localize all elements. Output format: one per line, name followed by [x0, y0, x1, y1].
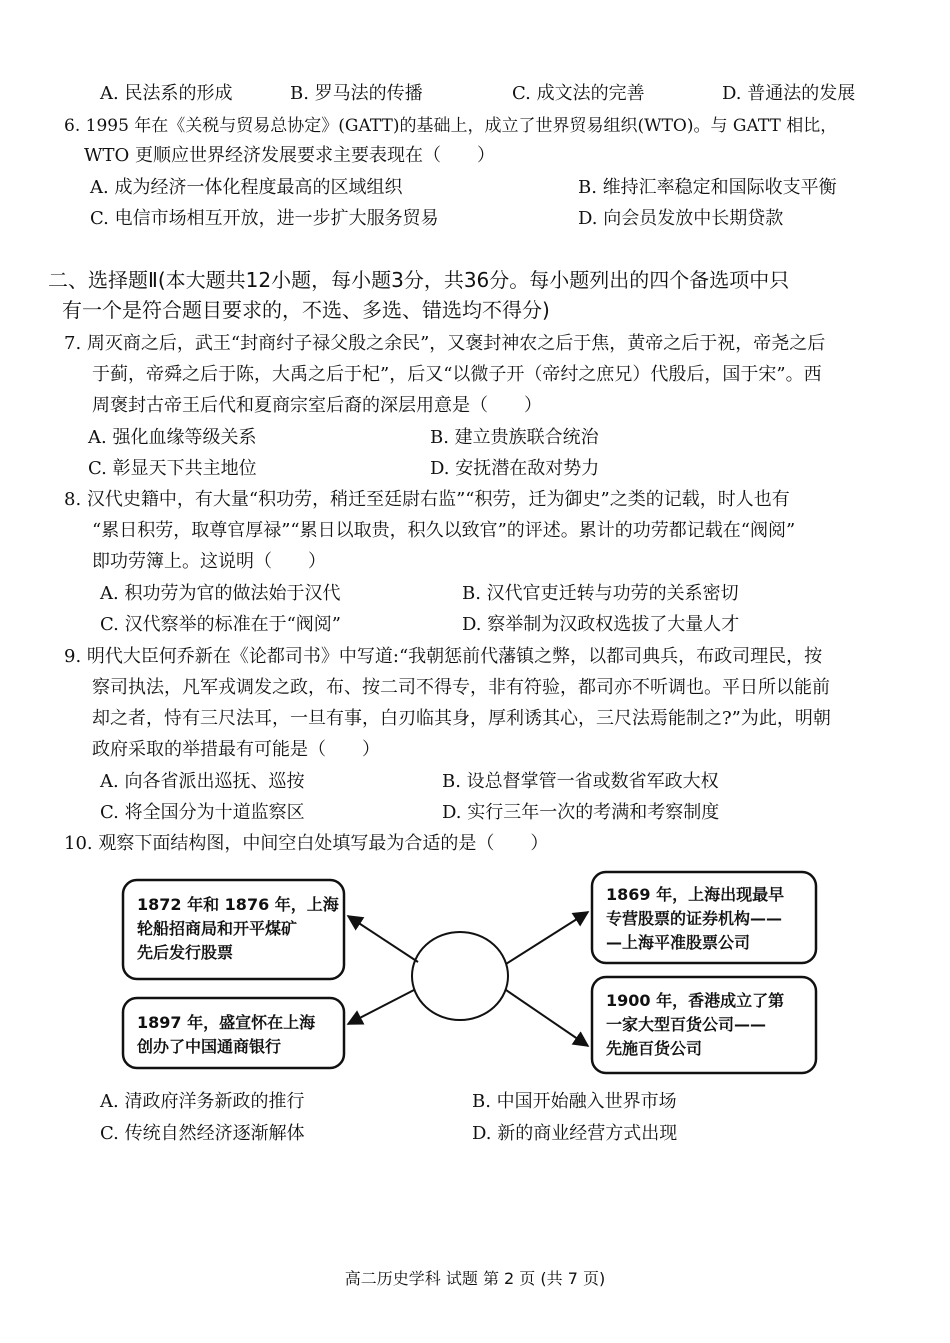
- q10-stem: 10. 观察下面结构图，中间空白处填写最为合适的是（ ）: [64, 833, 549, 854]
- q10-option-b: B. 中国开始融入世界市场: [472, 1091, 677, 1112]
- box4-line1: 1900 年，香港成立了第: [606, 991, 785, 1010]
- q8-option-c: C. 汉代察举的标准在于“阀阅”: [100, 614, 341, 635]
- diagram-center-blank: [412, 932, 508, 1020]
- q5-option-d: D. 普通法的发展: [722, 83, 856, 104]
- q7-option-a: A. 强化血缘等级关系: [88, 427, 257, 448]
- box3-line2: 专营股票的证券机构——: [606, 909, 783, 928]
- box3-line1: 1869 年，上海出现最早: [606, 885, 785, 904]
- q8-option-d: D. 察举制为汉政权选拔了大量人才: [462, 614, 740, 635]
- q10-option-c: C. 传统自然经济逐渐解体: [100, 1123, 305, 1144]
- q5-option-a: A. 民法系的形成: [100, 83, 233, 104]
- diagram-box-2: [123, 998, 344, 1068]
- q7-option-c: C. 彰显天下共主地位: [88, 458, 257, 479]
- arrow-to-box-4: [506, 990, 588, 1046]
- box3-line3: —上海平准股票公司: [606, 933, 751, 952]
- section-heading-line1: 二、选择题Ⅱ(本大题共12小题，每小题3分，共36分。每小题列出的四个备选项中只: [48, 268, 790, 292]
- q9-stem-line4: 政府采取的举措最有可能是（ ）: [92, 739, 380, 760]
- box2-line2: 创办了中国通商银行: [137, 1037, 282, 1056]
- q7-stem-line3: 周褒封古帝王后代和夏商宗室后裔的深层用意是（ ）: [92, 395, 542, 416]
- arrow-to-box-3: [506, 912, 588, 964]
- q8-stem-line3: 即功劳簿上。这说明（ ）: [92, 551, 326, 572]
- q8-option-a: A. 积功劳为官的做法始于汉代: [100, 583, 341, 604]
- section-heading-line2: 有一个是符合题目要求的，不选、多选、错选均不得分): [62, 298, 550, 322]
- q5-option-b: B. 罗马法的传播: [290, 83, 423, 104]
- q6-option-d: D. 向会员发放中长期贷款: [578, 208, 784, 229]
- q8-stem-line2: “累日积劳，取尊官厚禄”“累日以取贵，积久以致官”的评述。累计的功劳都记载在“阀阅”: [92, 520, 796, 541]
- q7-stem-line2: 于蓟，帝舜之后于陈，大禹之后于杞”，后又“以微子开（帝纣之庶兄）代殷后，国于宋”。西: [92, 364, 822, 385]
- arrow-to-box-1: [348, 916, 418, 962]
- q6-stem-line1: 6. 1995 年在《关税与贸易总协定》(GATT)的基础上，成立了世界贸易组织(WTO)。与 GATT 相比，: [64, 116, 838, 136]
- arrow-to-box-2: [348, 990, 414, 1024]
- q9-option-b: B. 设总督掌管一省或数省军政大权: [442, 771, 719, 792]
- q6-stem-line2: WTO 更顺应世界经济发展要求主要表现在（ ）: [84, 145, 495, 166]
- box4-line3: 先施百货公司: [606, 1039, 703, 1058]
- q10-option-d: D. 新的商业经营方式出现: [472, 1123, 678, 1144]
- box4-line2: 一家大型百货公司——: [606, 1015, 767, 1034]
- q7-stem-line1: 7. 周灭商之后，武王“封商纣子禄父殷之余民”，又褒封神农之后于焦，黄帝之后于祝，帝尧之后: [64, 333, 826, 354]
- q7-option-b: B. 建立贵族联合统治: [430, 427, 599, 448]
- q9-stem-line1: 9. 明代大臣何乔新在《论都司书》中写道:“我朝惩前代藩镇之弊，以都司典兵，布政司理民，按: [64, 646, 823, 667]
- q9-stem-line2: 察司执法，凡军戎调发之政，布、按二司不得专，非有符验，都司亦不听调也。平日所以能前: [92, 677, 830, 698]
- box1-line3: 先后发行股票: [137, 943, 234, 962]
- q6-option-b: B. 维持汇率稳定和国际收支平衡: [578, 177, 837, 198]
- q5-option-c: C. 成文法的完善: [512, 83, 645, 104]
- q10-option-a: A. 清政府洋务新政的推行: [100, 1091, 305, 1112]
- q7-option-d: D. 安抚潜在敌对势力: [430, 458, 600, 479]
- q8-stem-line1: 8. 汉代史籍中，有大量“积功劳，稍迁至廷尉右监”“积劳，迁为御史”之类的记载，时人也有: [64, 489, 790, 510]
- box1-line2: 轮船招商局和开平煤矿: [137, 919, 298, 938]
- q9-option-d: D. 实行三年一次的考满和考察制度: [442, 802, 720, 823]
- q9-stem-line3: 却之者，恃有三尺法耳，一旦有事，白刃临其身，厚利诱其心，三尺法焉能制之?”为此，明朝: [92, 708, 831, 729]
- q9-option-c: C. 将全国分为十道监察区: [100, 802, 305, 823]
- q8-option-b: B. 汉代官吏迁转与功劳的关系密切: [462, 583, 739, 604]
- q6-option-a: A. 成为经济一体化程度最高的区域组织: [90, 177, 403, 198]
- page-footer: 高二历史学科 试题 第 2 页 (共 7 页): [344, 1269, 606, 1288]
- q9-option-a: A. 向各省派出巡抚、巡按: [100, 771, 305, 792]
- box1-line1: 1872 年和 1876 年，上海: [137, 895, 339, 914]
- box2-line1: 1897 年，盛宣怀在上海: [137, 1013, 316, 1032]
- q6-option-c: C. 电信市场相互开放，进一步扩大服务贸易: [90, 208, 439, 229]
